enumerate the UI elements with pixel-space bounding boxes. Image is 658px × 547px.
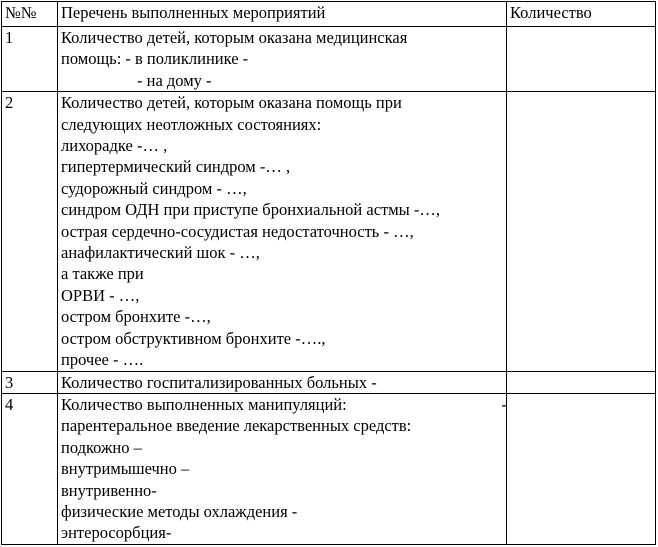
row-quantity — [507, 393, 656, 544]
row-description — [58, 92, 507, 371]
description-line: Количество детей, которым оказана медицинская — [61, 28, 408, 47]
description-line: остром обструктивном бронхите -…., — [61, 328, 326, 348]
table-row — [2, 27, 656, 92]
row-description — [58, 27, 507, 92]
description-line: физические методы охлаждения - — [61, 501, 298, 521]
description-line: синдром ОДН при приступе бронхиальной астмы -…, — [61, 200, 441, 220]
row-description — [58, 371, 507, 393]
description-line: Количество выполненных манипуляций: — [61, 394, 347, 414]
description-line: лихорадке -… , — [61, 136, 168, 156]
description-line: следующих неотложных состояниях: — [61, 114, 322, 134]
description-line: подкожно – — [61, 437, 142, 457]
description-line: а также при — [61, 264, 144, 284]
measures-table — [1, 1, 656, 545]
description-line: судорожный синдром - …, — [61, 178, 247, 198]
row-num: 3 — [2, 371, 58, 393]
row-quantity — [507, 27, 656, 92]
row-description — [58, 393, 507, 544]
description-line: помощь: - в поликлинике - — [61, 49, 249, 69]
description-line: прочее - …. — [61, 350, 144, 370]
description-line: анафилактический шок - …, — [61, 243, 260, 263]
dash-mark: - — [501, 394, 507, 414]
header-description: Перечень выполненных мероприятий — [58, 2, 507, 27]
table-row — [2, 92, 656, 371]
description-line: Количество госпитализированных больных - — [61, 372, 377, 392]
description-line: ОРВИ - …, — [61, 285, 140, 305]
table-row — [2, 371, 656, 393]
row-num: 4 — [2, 393, 58, 544]
description-line: - на дому - — [137, 70, 212, 90]
description-line: внутривенно- — [61, 480, 157, 500]
description-line: остром бронхите -…, — [61, 307, 211, 327]
description-line: острая сердечно-сосудистая недостаточность - …, — [61, 221, 414, 241]
row-quantity — [507, 371, 656, 393]
header-quantity: Количество — [507, 2, 656, 27]
row-num: 2 — [2, 92, 58, 371]
description-line: парентеральное введение лекарственных средств: — [61, 416, 412, 436]
description-line: Количество детей, которым оказана помощь при — [61, 93, 402, 113]
description-line: гипертермический синдром -… , — [61, 157, 291, 177]
table-row — [2, 393, 656, 544]
row-num: 1 — [2, 27, 58, 92]
table-header-row — [2, 2, 656, 27]
description-line: внутримышечно – — [61, 459, 190, 479]
row-quantity — [507, 92, 656, 371]
description-line: энтеросорбция- — [61, 523, 172, 543]
header-num: №№ — [2, 2, 58, 27]
